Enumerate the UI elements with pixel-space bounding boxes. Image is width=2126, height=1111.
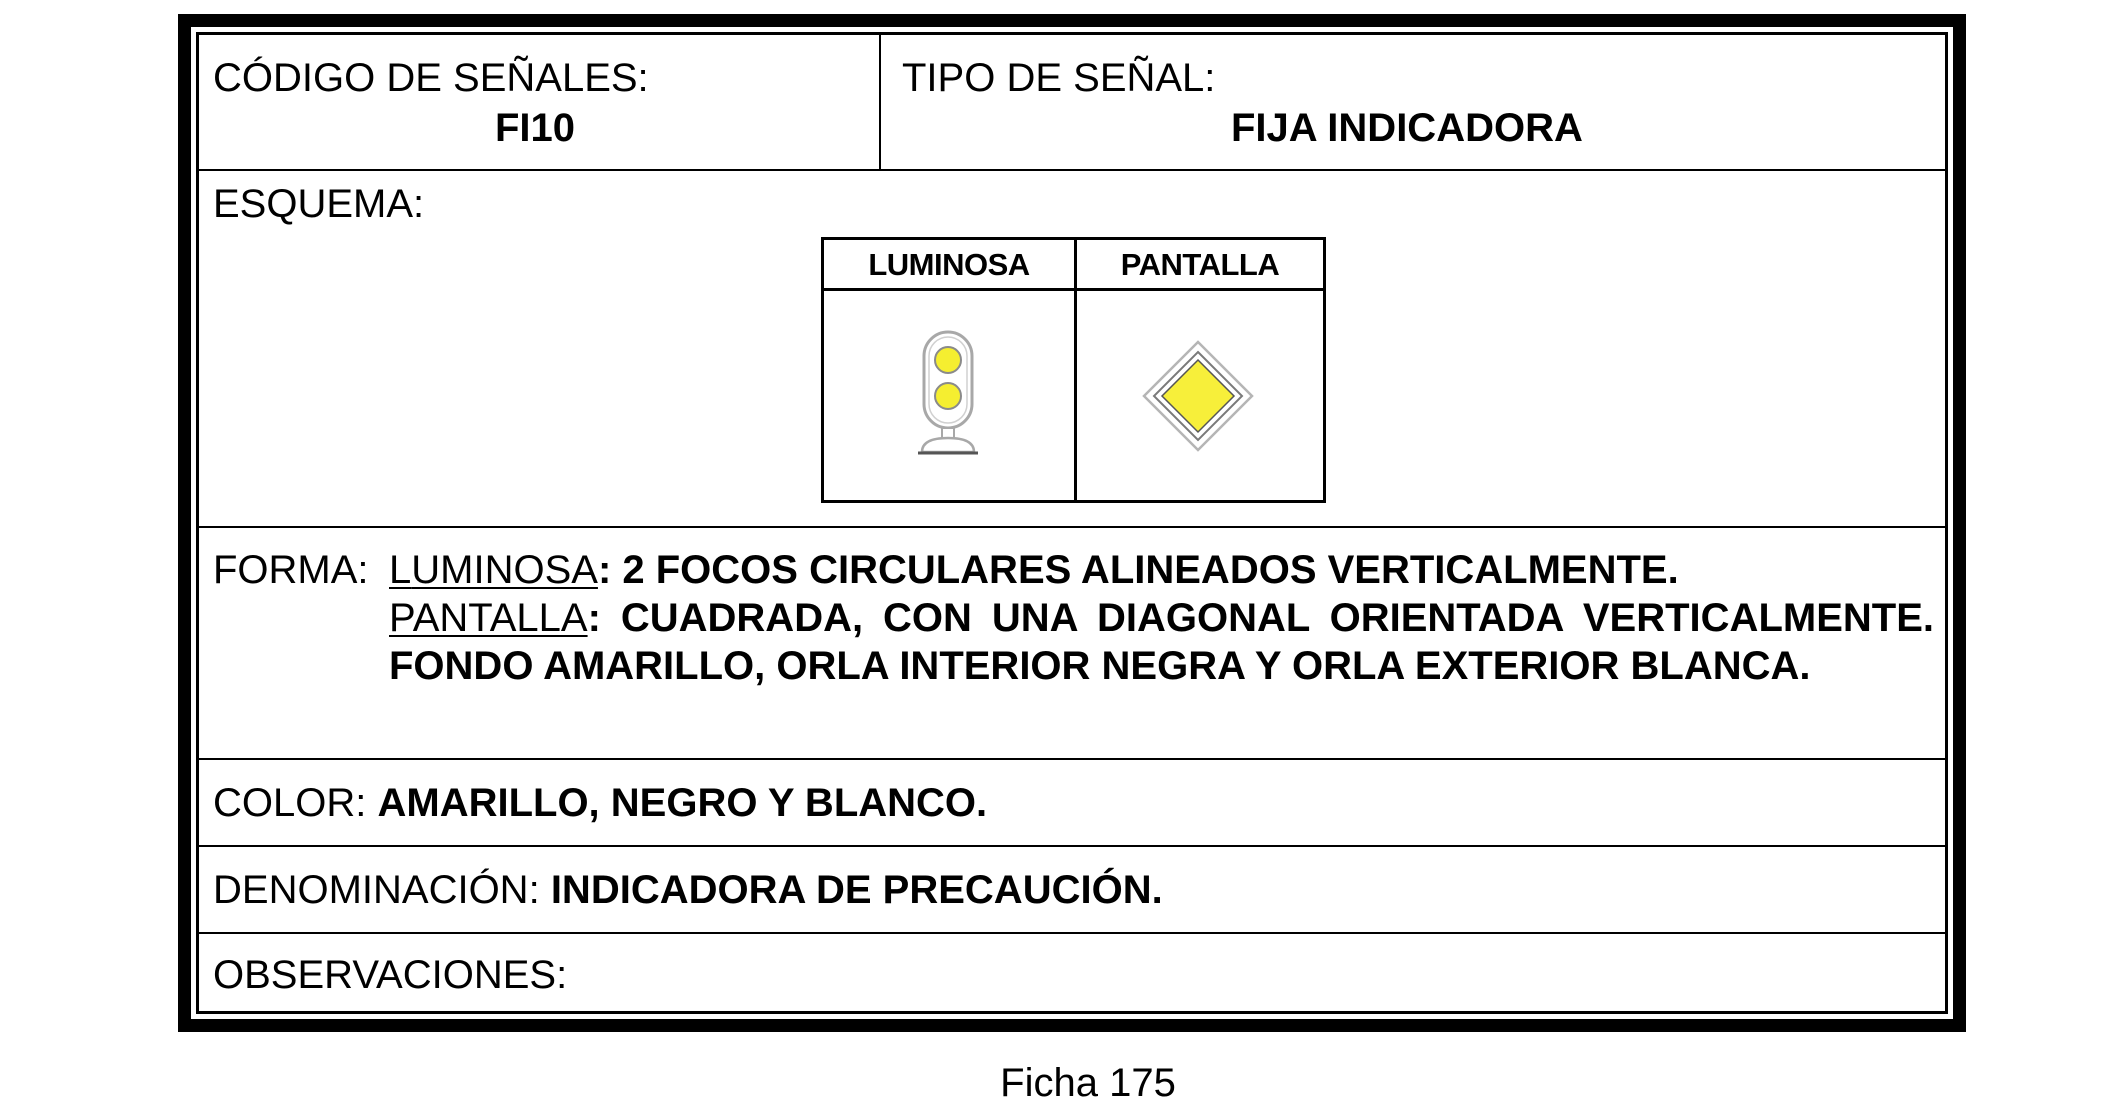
denomination-line [213, 867, 1163, 913]
schema-row [199, 171, 1945, 528]
yellow-diamond-sign-icon [1142, 340, 1254, 452]
luminosa-term [389, 548, 598, 592]
shape-luminosa-line [389, 546, 1679, 594]
luminosa-description: : 2 FOCOS CIRCULARES ALINEADOS VERTICALMENTE. [597, 548, 1679, 592]
schema-table [821, 237, 1326, 503]
observations-row [199, 934, 1945, 1011]
signal-type-value: FIJA INDICADORA [1231, 106, 1583, 150]
denomination-row [199, 847, 1945, 934]
header-row [199, 35, 1945, 171]
signal-code-cell [199, 35, 881, 169]
signal-light-icon [908, 330, 988, 456]
observations-label: OBSERVACIONES: [213, 953, 568, 997]
lower-lamp-icon [935, 383, 961, 409]
luminosa-term-rest: UMINOSA [411, 548, 598, 592]
schema-header-pantalla: PANTALLA [1120, 247, 1280, 282]
color-row [199, 760, 1945, 847]
signal-card [196, 32, 1948, 1014]
denomination-value: INDICADORA DE PRECAUCIÓN. [550, 868, 1163, 912]
color-label: COLOR: [213, 781, 367, 825]
luminosa-term-initial: L [389, 548, 412, 592]
color-value: AMARILLO, NEGRO Y BLANCO. [377, 781, 988, 825]
signal-type-cell [881, 35, 1945, 169]
color-line [213, 780, 987, 826]
signal-type-label: TIPO DE SEÑAL: [902, 56, 1216, 100]
schema-header-luminosa: LUMINOSA [868, 247, 1030, 282]
signal-code-label: CÓDIGO DE SEÑALES: [213, 56, 649, 100]
shape-pantalla-block [389, 594, 1934, 690]
upper-lamp-icon [935, 347, 961, 373]
signal-code-value: FI10 [495, 106, 576, 150]
pantalla-term: PANTALLA [389, 596, 588, 640]
observations-line [213, 952, 567, 998]
sheet-caption: Ficha 175 [1000, 1061, 1176, 1105]
shape-row [199, 528, 1945, 760]
pantalla-description: : CUADRADA, CON UNA DIAGONAL ORIENTADA VERTICALMENTE. FONDO AMARILLO, ORLA INTERIOR NEGRA Y ORLA EXTERIOR BLANCA. [389, 596, 1934, 688]
denomination-label: DENOMINACIÓN: [213, 868, 540, 912]
schema-column-divider [1074, 240, 1077, 500]
schema-label: ESQUEMA: [213, 182, 425, 226]
shape-label: FORMA: [213, 548, 369, 592]
